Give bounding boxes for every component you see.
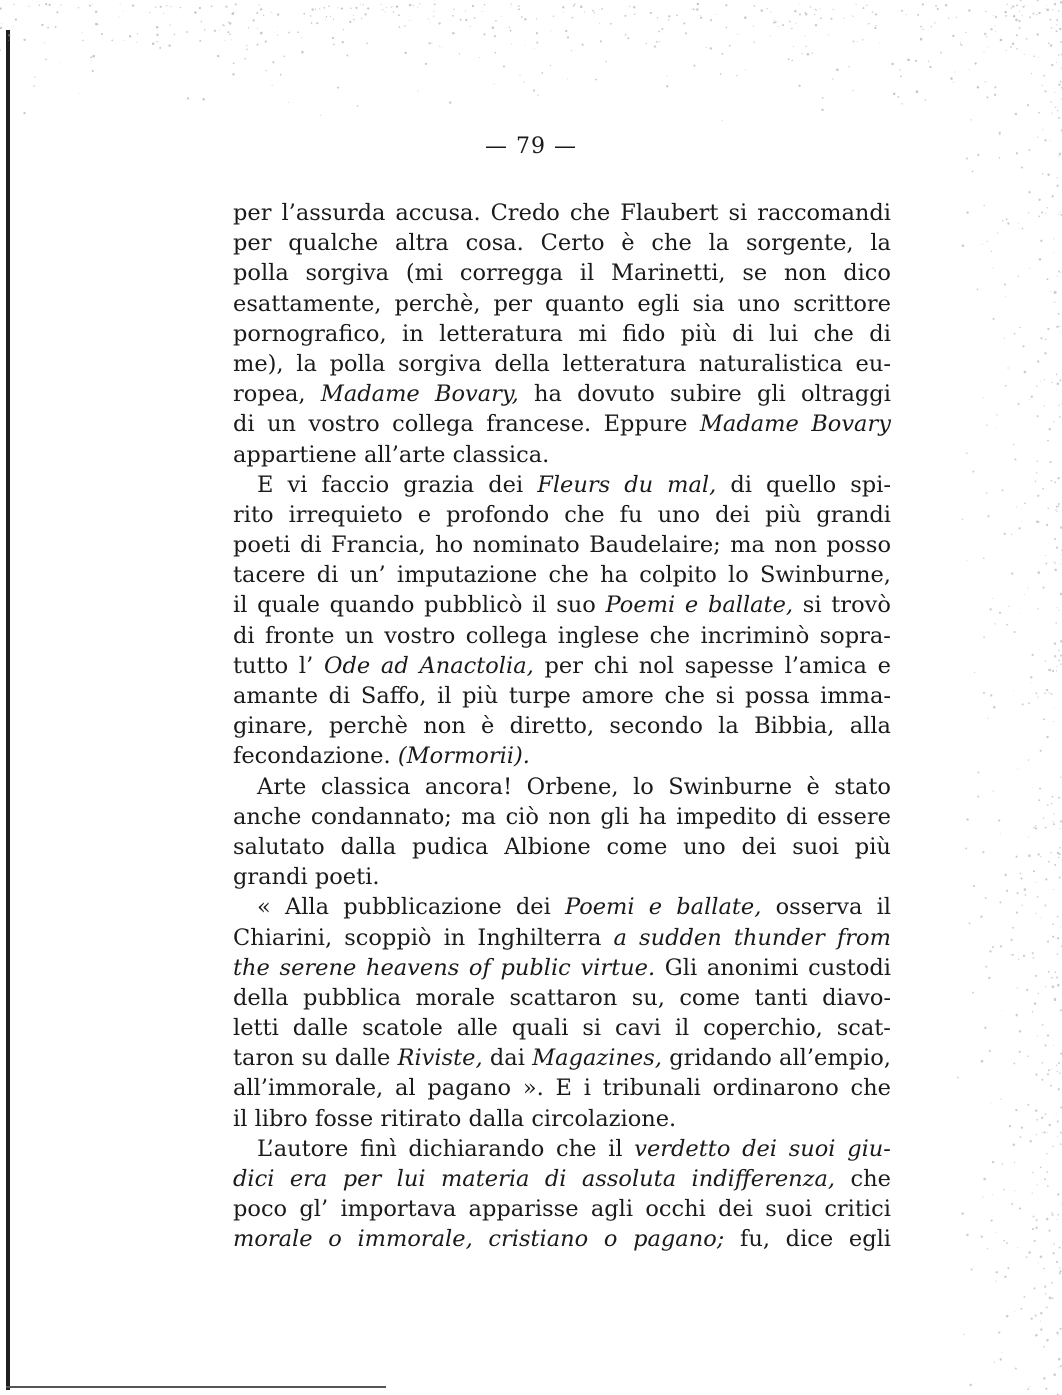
text-line: il quale quando pubblicò il suo Poemi e ballate, si trovò	[233, 592, 891, 619]
text-line: grandi poeti.	[233, 864, 380, 891]
text-line: anche condannato; ma ciò non gli ha impedito di essere	[233, 803, 891, 830]
text-line: rito irrequieto e profondo che fu uno dei più grandi	[233, 501, 891, 528]
scan-speckle-top	[0, 0, 1062, 140]
text-line: « Alla pubblicazione dei Poemi e ballate, osserva il	[257, 894, 891, 921]
text-line: the serene heavens of public virtue. Gli anonimi custodi	[233, 954, 891, 981]
body-text	[233, 198, 891, 1255]
text-line: esattamente, perchè, per quanto egli sia uno scrittore	[233, 290, 891, 317]
text-line: morale o immorale, cristiano o pagano; fu, dice egli	[233, 1226, 891, 1253]
text-line: poeti di Francia, ho nominato Baudelaire; ma non posso	[233, 532, 891, 559]
text-line: per l’assurda accusa. Credo che Flaubert si raccomandi	[233, 200, 891, 226]
text-line: Arte classica ancora! Orbene, lo Swinburne è stato	[257, 773, 891, 800]
text-line: fecondazione. (Mormorii).	[233, 743, 530, 770]
text-line: pornografico, in letteratura mi fido più di lui che di	[233, 320, 891, 347]
text-line: L’autore finì dichiarando che il verdetto dei suoi giu-	[257, 1135, 891, 1162]
text-line: dici era per lui materia di assoluta indifferenza, che	[233, 1166, 891, 1192]
text-line: di un vostro collega francese. Eppure Madame Bovary	[233, 411, 891, 438]
scan-speckle-right	[942, 0, 1062, 1395]
text-line: di fronte un vostro collega inglese che incriminò sopra-	[233, 622, 891, 649]
text-line: per qualche altra cosa. Certo è che la sorgente, la	[233, 230, 891, 257]
text-line: il libro fosse ritirato dalla circolazione.	[233, 1105, 677, 1132]
text-line: amante di Saffo, il più turpe amore che si possa imma-	[233, 683, 891, 709]
text-line: Chiarini, scoppiò in Inghilterra a sudden thunder from	[233, 924, 891, 951]
text-line: ropea, Madame Bovary, ha dovuto subire gli oltraggi	[233, 381, 891, 408]
page-number: — 79 —	[485, 134, 577, 159]
text-line: poco gl’ importava apparisse agli occhi dei suoi critici	[233, 1196, 891, 1223]
text-line: me), la polla sorgiva della letteratura naturalistica eu-	[233, 350, 891, 377]
page-bottom-edge	[6, 1386, 386, 1388]
text-line: E vi faccio grazia dei Fleurs du mal, di quello spi-	[257, 471, 891, 498]
text-line: ginare, perchè non è diretto, secondo la Bibbia, alla	[233, 713, 891, 740]
text-line: all’immorale, al pagano ». E i tribunali ordinarono che	[233, 1075, 891, 1102]
text-line: della pubblica morale scattaron su, come tanti diavo-	[233, 984, 891, 1011]
page-binding-edge	[6, 30, 10, 1390]
text-line: tutto l’ Ode ad Anactolia, per chi nol sapesse l’amica e	[233, 652, 891, 679]
text-line: tacere di un’ imputazione che ha colpito lo Swinburne,	[233, 562, 891, 589]
text-line: salutato dalla pudica Albione come uno dei suoi più	[233, 833, 891, 860]
text-line: polla sorgiva (mi corregga il Marinetti, se non dico	[233, 260, 891, 287]
text-line: taron su dalle Riviste, dai Magazines, gridando all’empio,	[233, 1045, 891, 1072]
text-line: letti dalle scatole alle quali si cavi il coperchio, scat-	[233, 1015, 891, 1042]
text-line: appartiene all’arte classica.	[233, 441, 550, 468]
